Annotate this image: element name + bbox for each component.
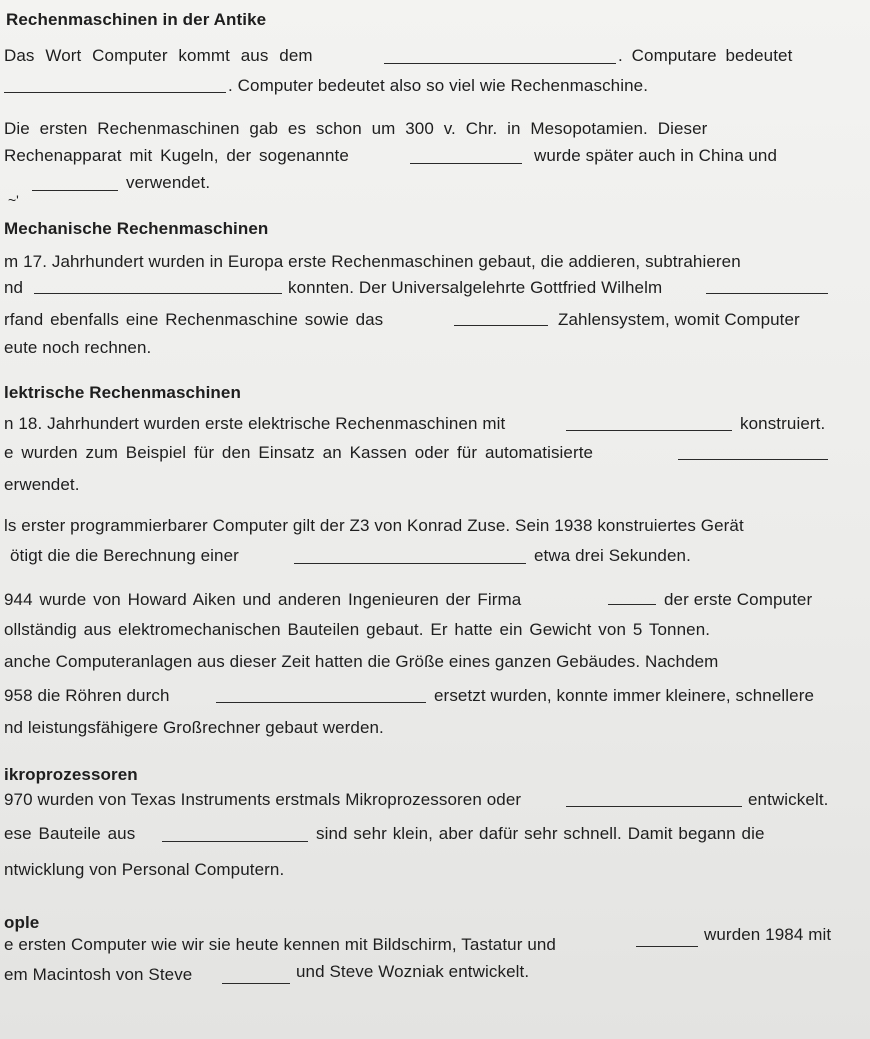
- text-line: rfand ebenfalls eine Rechenmaschine sowie das: [4, 310, 384, 329]
- blank-field[interactable]: [216, 702, 426, 703]
- text-line: konnten. Der Universalgelehrte Gottfried Wilhelm: [288, 278, 663, 297]
- text-line: ese Bauteile aus: [4, 824, 136, 843]
- blank-field[interactable]: [34, 293, 282, 294]
- text-line: . Computer bedeutet also so viel wie Rechenmaschine.: [228, 76, 649, 95]
- text-line: wurden 1984 mit: [704, 925, 832, 944]
- text-line: 970 wurden von Texas Instruments erstmals Mikroprozessoren oder: [4, 790, 522, 809]
- text-line: konstruiert.: [740, 414, 826, 433]
- text-line: ötigt die die Berechnung einer: [10, 546, 239, 565]
- blank-field[interactable]: [384, 63, 616, 64]
- pencil-mark-icon: ~': [8, 192, 19, 208]
- text-line: der erste Computer: [664, 590, 813, 609]
- text-line: nd: [4, 278, 24, 297]
- text-line: ntwicklung von Personal Computern.: [4, 860, 285, 879]
- text-line: eute noch rechnen.: [4, 338, 152, 357]
- text-line: n 18. Jahrhundert wurden erste elektrische Rechenmaschinen mit: [4, 414, 506, 433]
- blank-field[interactable]: [32, 190, 118, 191]
- text-line: 944 wurde von Howard Aiken und anderen Ingenieuren der Firma: [4, 590, 522, 609]
- blank-field[interactable]: [454, 325, 548, 326]
- text-line: Die ersten Rechenmaschinen gab es schon um 300 v. Chr. in Mesopotamien. Dieser: [4, 119, 708, 138]
- blank-field[interactable]: [162, 841, 308, 842]
- blank-field[interactable]: [566, 430, 732, 431]
- text-line: ollständig aus elektromechanischen Bauteilen gebaut. Er hatte ein Gewicht von 5 Tonnen.: [4, 620, 711, 639]
- text-line: 958 die Röhren durch: [4, 686, 170, 705]
- text-line: e ersten Computer wie wir sie heute kennen mit Bildschirm, Tastatur und: [4, 935, 556, 954]
- text-line: Zahlensystem, womit Computer: [558, 310, 800, 329]
- text-line: verwendet.: [126, 173, 211, 192]
- text-line: sind sehr klein, aber dafür sehr schnell. Damit begann die: [316, 824, 765, 843]
- section-heading: ikroprozessoren: [4, 765, 138, 784]
- text-line: Rechenapparat mit Kugeln, der sogenannte: [4, 146, 349, 165]
- text-line: em Macintosh von Steve: [4, 965, 193, 984]
- text-line: anche Computeranlagen aus dieser Zeit hatten die Größe eines ganzen Gebäudes. Nachdem: [4, 652, 719, 671]
- text-line: ersetzt wurden, konnte immer kleinere, schnellere: [434, 686, 815, 705]
- text-line: wurde später auch in China und: [534, 146, 778, 165]
- section-heading: ople: [4, 913, 40, 932]
- text-line: ls erster programmierbarer Computer gilt der Z3 von Konrad Zuse. Sein 1938 konstruiertes Gerät: [4, 516, 744, 535]
- blank-field[interactable]: [678, 459, 828, 460]
- text-line: nd leistungsfähigere Großrechner gebaut werden.: [4, 718, 384, 737]
- blank-field[interactable]: [222, 983, 290, 984]
- blank-field[interactable]: [608, 604, 656, 605]
- blank-field[interactable]: [636, 946, 698, 947]
- page-title: Rechenmaschinen in der Antike: [6, 10, 267, 29]
- text-line: entwickelt.: [748, 790, 829, 809]
- text-line: erwendet.: [4, 475, 80, 494]
- blank-field[interactable]: [706, 293, 828, 294]
- blank-field[interactable]: [294, 563, 526, 564]
- text-line: m 17. Jahrhundert wurden in Europa erste Rechenmaschinen gebaut, die addieren, subtrahieren: [4, 252, 741, 271]
- blank-field[interactable]: [410, 163, 522, 164]
- section-heading: Mechanische Rechenmaschinen: [4, 219, 269, 238]
- text-line: . Computare bedeutet: [618, 46, 793, 65]
- blank-field[interactable]: [4, 92, 226, 93]
- text-line: Das Wort Computer kommt aus dem: [4, 46, 313, 65]
- text-line: etwa drei Sekunden.: [534, 546, 691, 565]
- blank-field[interactable]: [566, 806, 742, 807]
- section-heading: lektrische Rechenmaschinen: [4, 383, 241, 402]
- text-line: und Steve Wozniak entwickelt.: [296, 962, 530, 981]
- text-line: e wurden zum Beispiel für den Einsatz an Kassen oder für automatisierte: [4, 443, 594, 462]
